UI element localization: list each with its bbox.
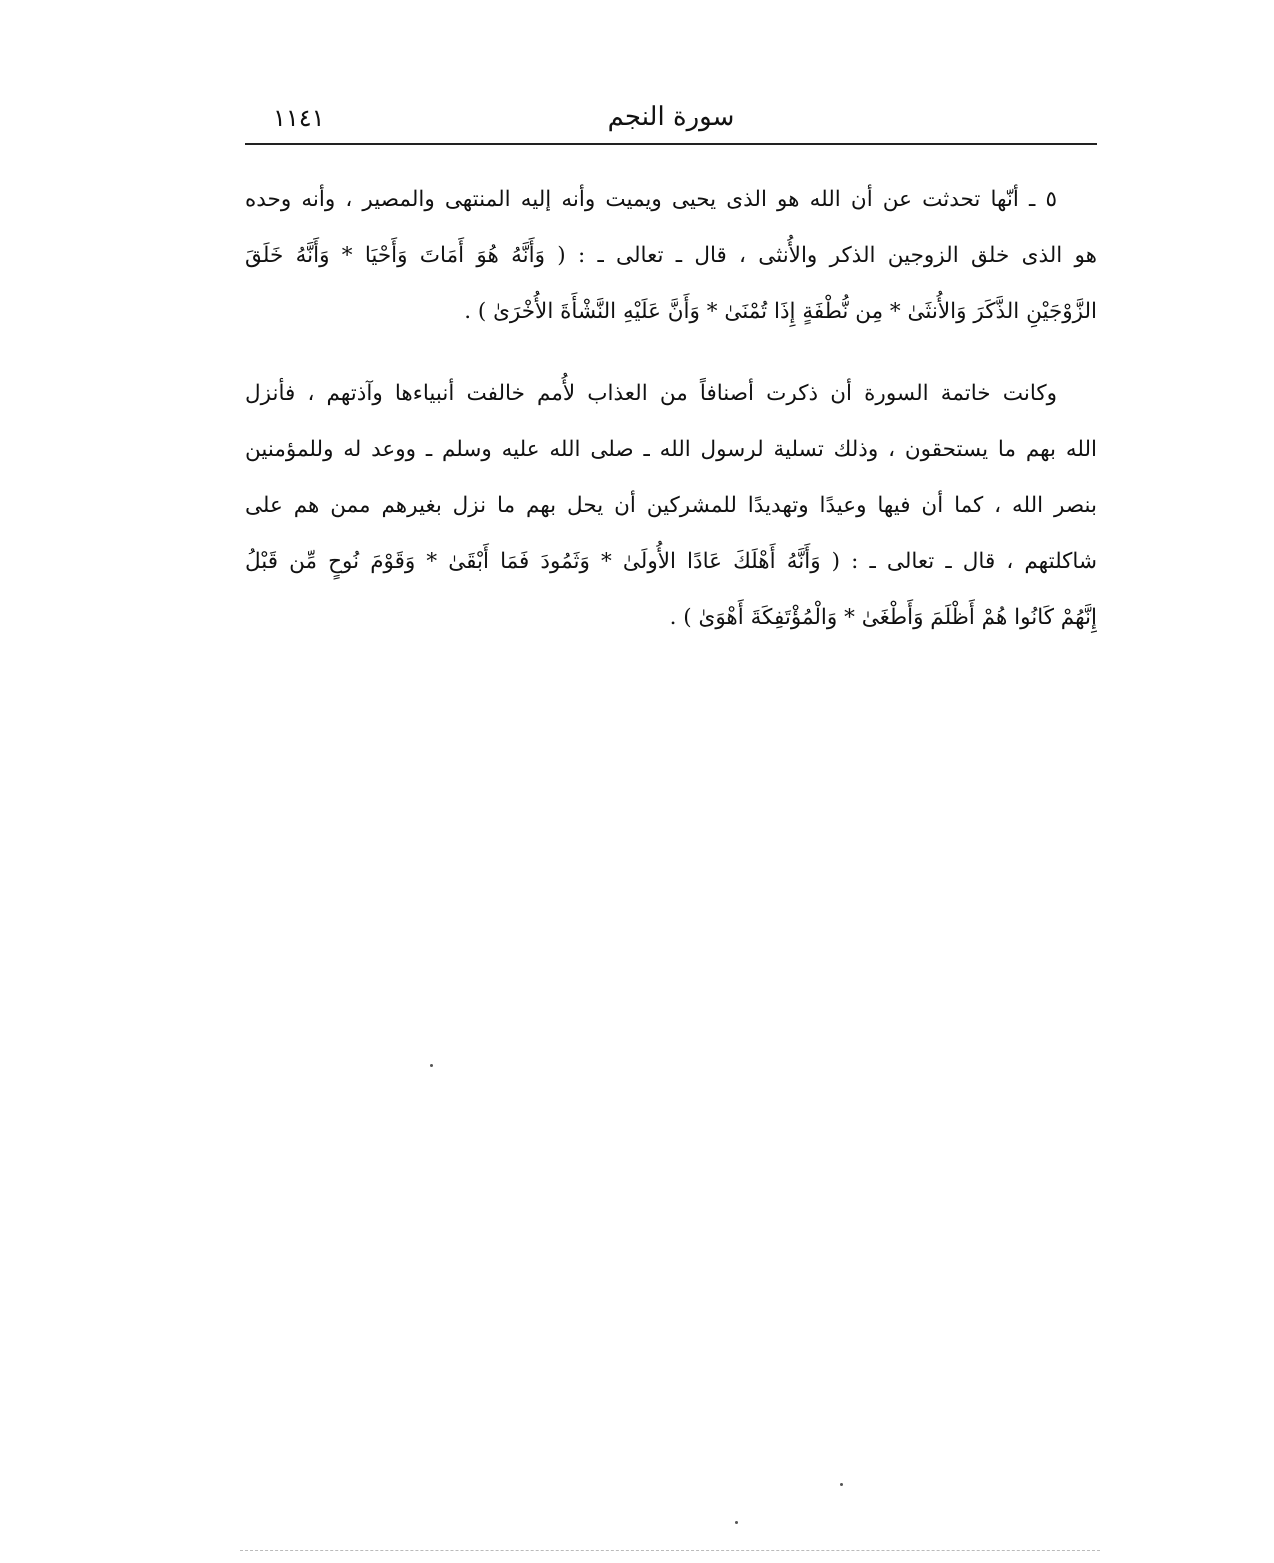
header-rule	[245, 143, 1097, 145]
running-title: سورة النجم	[607, 102, 735, 132]
scan-speck	[840, 1483, 843, 1486]
text-line: وكانت خاتمة السورة أن ذكرت أصنافاً من العذاب لأُمم خالفت أنبياءها وآذتهم ، فأنزل	[245, 381, 1057, 406]
page-header	[245, 96, 1097, 140]
paragraph-1	[245, 172, 1097, 340]
scan-speck	[430, 1064, 433, 1067]
body-text	[245, 172, 1097, 646]
page-number: ١١٤١	[273, 104, 325, 132]
paragraph-gap	[245, 340, 1097, 366]
text-line: ٥ ـ أنّها تحدثت عن أن الله هو الذى يحيى ويميت وأنه إليه المنتهى والمصير ، وأنه وحده	[245, 187, 1057, 212]
footer-rule	[240, 1550, 1100, 1551]
text-line: شاكلتهم ، قال ـ تعالى ـ : ( وَأَنَّهُ أَهْلَكَ عَادًا الأُولَىٰ * وَثَمُودَ فَمَا أَبْقَىٰ * وَقَوْمَ نُوحٍ مِّن قَبْلُ	[245, 549, 1097, 574]
text-line: هو الذى خلق الزوجين الذكر والأُنثى ، قال ـ تعالى ـ : ( وَأَنَّهُ هُوَ أَمَاتَ وَأَحْيَا * وَأَنَّهُ خَلَقَ	[245, 243, 1097, 268]
text-line: إِنَّهُمْ كَانُوا هُمْ أَظْلَمَ وَأَطْغَىٰ * وَالْمُؤْتَفِكَةَ أَهْوَىٰ ) .	[669, 605, 1097, 630]
paragraph-2	[245, 366, 1097, 646]
text-line: بنصر الله ، كما أن فيها وعيدًا وتهديدًا للمشركين أن يحل بهم ما نزل بغيرهم ممن هم على	[245, 493, 1097, 518]
scan-speck	[735, 1521, 738, 1524]
text-line: الزَّوْجَيْنِ الذَّكَرَ وَالأُنثَىٰ * مِن نُّطْفَةٍ إِذَا تُمْنَىٰ * وَأَنَّ عَلَيْهِ النَّشْأَةَ الأُخْرَىٰ ) .	[464, 299, 1097, 324]
text-line: الله بهم ما يستحقون ، وذلك تسلية لرسول الله ـ صلى الله عليه وسلم ـ ووعد له وللمؤمنين	[245, 437, 1097, 462]
